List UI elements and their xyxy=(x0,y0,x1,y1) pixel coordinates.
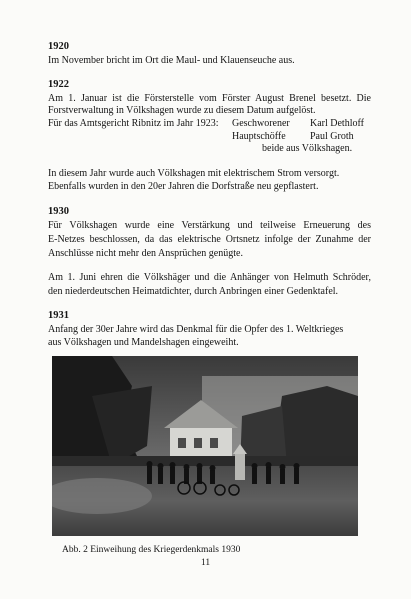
paragraph-line: Ebenfalls wurden in den 20er Jahren die Dorfstraße neu gepflastert. xyxy=(48,181,319,192)
figure-caption: Abb. 2 Einweihung des Kriegerdenkmals 1930 xyxy=(62,545,241,555)
officials-note: beide aus Völkshagen. xyxy=(262,143,353,154)
paragraph-line: Für Völkshagen wurde eine Verstärkung und teilweise Erneuerung des xyxy=(48,220,371,231)
photo-scene xyxy=(52,356,358,536)
official-name: Paul Groth xyxy=(310,131,354,142)
paragraph-line: Am 1. Juni ehren die Völkshäger und die Anhänger von Helmuth Schröder, xyxy=(48,272,371,283)
page-number: 11 xyxy=(201,558,211,568)
year-heading-1920: 1920 xyxy=(48,41,69,52)
paragraph-line: den niederdeutschen Heimatdichter, durch Anbringen einer Gedenktafel. xyxy=(48,286,339,297)
official-role: Geschworener xyxy=(232,118,290,129)
historic-photo xyxy=(52,356,358,536)
paragraph-line: Anfang der 30er Jahre wird das Denkmal für die Opfer des 1. Weltkrieges xyxy=(48,324,344,335)
paragraph-line: Im November bricht im Ort die Maul- und Klauenseuche aus. xyxy=(48,55,295,66)
year-heading-1930: 1930 xyxy=(48,206,69,217)
paragraph-line: Für das Amtsgericht Ribnitz im Jahr 1923: xyxy=(48,118,219,129)
paragraph-line: In diesem Jahr wurde auch Völkshagen mit elektrischem Strom versorgt. xyxy=(48,168,340,179)
year-heading-1922: 1922 xyxy=(48,79,69,90)
official-name: Karl Dethloff xyxy=(310,118,364,129)
paragraph-line: Anschlüsse nicht mehr den Ansprüchen genügte. xyxy=(48,248,243,259)
official-role: Hauptschöffe xyxy=(232,131,286,142)
paragraph-line: Forstverwaltung in Völkshagen wurde zu diesem Datum aufgelöst. xyxy=(48,105,316,116)
paragraph-line: Am 1. Januar ist die Försterstelle vom Förster August Brenel besetzt. Die xyxy=(48,93,371,104)
paragraph-line: E-Netzes beschlossen, da das elektrische Ortsnetz infolge der Zunahme der xyxy=(48,234,371,245)
paragraph-line: aus Völkshagen und Mandelshagen eingeweiht. xyxy=(48,337,239,348)
year-heading-1931: 1931 xyxy=(48,310,69,321)
